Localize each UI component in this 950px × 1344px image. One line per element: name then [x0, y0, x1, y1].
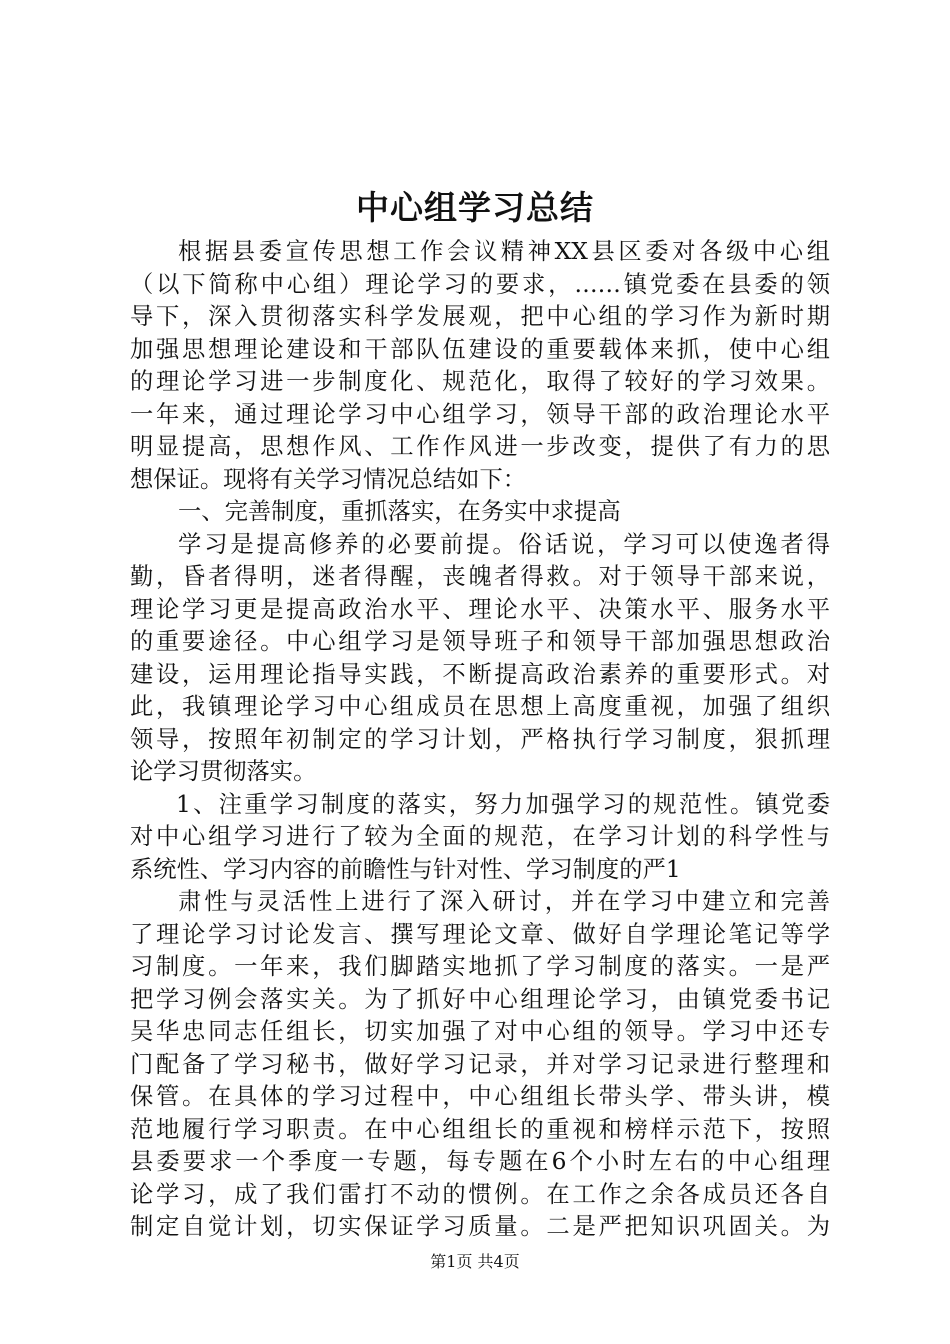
text-line: 此，我镇理论学习中心组成员在思想上高度重视，加强了组织 [130, 693, 830, 720]
text-line: 的理论学习进一步制度化、规范化，取得了较好的学习效果。 [130, 368, 830, 395]
text-line: 导下，深入贯彻落实科学发展观，把中心组的学习作为新时期 [130, 303, 830, 330]
section-heading: 一、完善制度，重抓落实，在务实中求提高 [178, 498, 621, 525]
text-line: 论学习，成了我们雷打不动的惯例。在工作之余各成员还各自 [130, 1180, 830, 1208]
text-line: 保管。在具体的学习过程中，中心组组长带头学、带头讲，模 [130, 1083, 830, 1110]
text-line: 学习是提高修养的必要前提。俗话说，学习可以使逸者得 [178, 530, 830, 558]
text-line: 的重要途径。中心组学习是领导班子和领导干部加强思想政治 [130, 628, 830, 655]
text-line: 理论学习更是提高政治水平、理论水平、决策水平、服务水平 [130, 595, 830, 623]
document-title: 中心组学习总结 [356, 188, 594, 227]
text-line: 想保证。现将有关学习情况总结如下： [130, 465, 527, 493]
text-line: 习制度。一年来，我们脚踏实地抓了学习制度的落实。一是严 [130, 953, 830, 980]
text-line: 把学习例会落实关。为了抓好中心组理论学习，由镇党委书记 [130, 985, 830, 1013]
text-line: 系统性、学习内容的前瞻性与针对性、学习制度的严1 [130, 855, 681, 883]
text-line: 对中心组学习进行了较为全面的规范，在学习计划的科学性与 [130, 823, 830, 850]
document-body [130, 236, 830, 1244]
text-line: 制定自觉计划，切实保证学习质量。二是严把知识巩固关。为 [130, 1213, 830, 1240]
text-line: 了理论学习讨论发言、撰写理论文章、做好自学理论笔记等学 [130, 920, 830, 948]
text-line: 吴华忠同志任组长，切实加强了对中心组的领导。学习中还专 [130, 1018, 830, 1045]
text-line: 范地履行学习职责。在中心组组长的重视和榜样示范下，按照 [130, 1115, 830, 1143]
text-line: 加强思想理论建设和干部队伍建设的重要载体来抓，使中心组 [130, 335, 830, 363]
text-line: 门配备了学习秘书，做好学习记录，并对学习记录进行整理和 [130, 1050, 830, 1078]
text-line: 肃性与灵活性上进行了深入研讨，并在学习中建立和完善 [178, 888, 830, 915]
text-line: 勤，昏者得明，迷者得醒，丧魄者得救。对于领导干部来说， [130, 563, 830, 590]
text-line: 一年来，通过理论学习中心组学习，领导干部的政治理论水平 [130, 400, 830, 428]
text-line: 根据县委宣传思想工作会议精神XX县区委对各级中心组 [178, 238, 830, 265]
text-line: 建设，运用理论指导实践，不断提高政治素养的重要形式。对 [130, 660, 830, 688]
text-line: 1、注重学习制度的落实，努力加强学习的规范性。镇党委 [176, 790, 830, 818]
text-line: 论学习贯彻落实。 [130, 758, 317, 785]
text-line: 领导，按照年初制定的学习计划，严格执行学习制度，狠抓理 [130, 725, 830, 753]
text-line: 县委要求一个季度一专题，每专题在6个小时左右的中心组理 [130, 1148, 830, 1175]
text-line: （以下简称中心组）理论学习的要求，……镇党委在县委的领 [130, 270, 830, 298]
text-line: 明显提高，思想作风、工作作风进一步改变，提供了有力的思 [130, 433, 830, 460]
page-number: 第1页 共4页 [430, 1252, 520, 1271]
